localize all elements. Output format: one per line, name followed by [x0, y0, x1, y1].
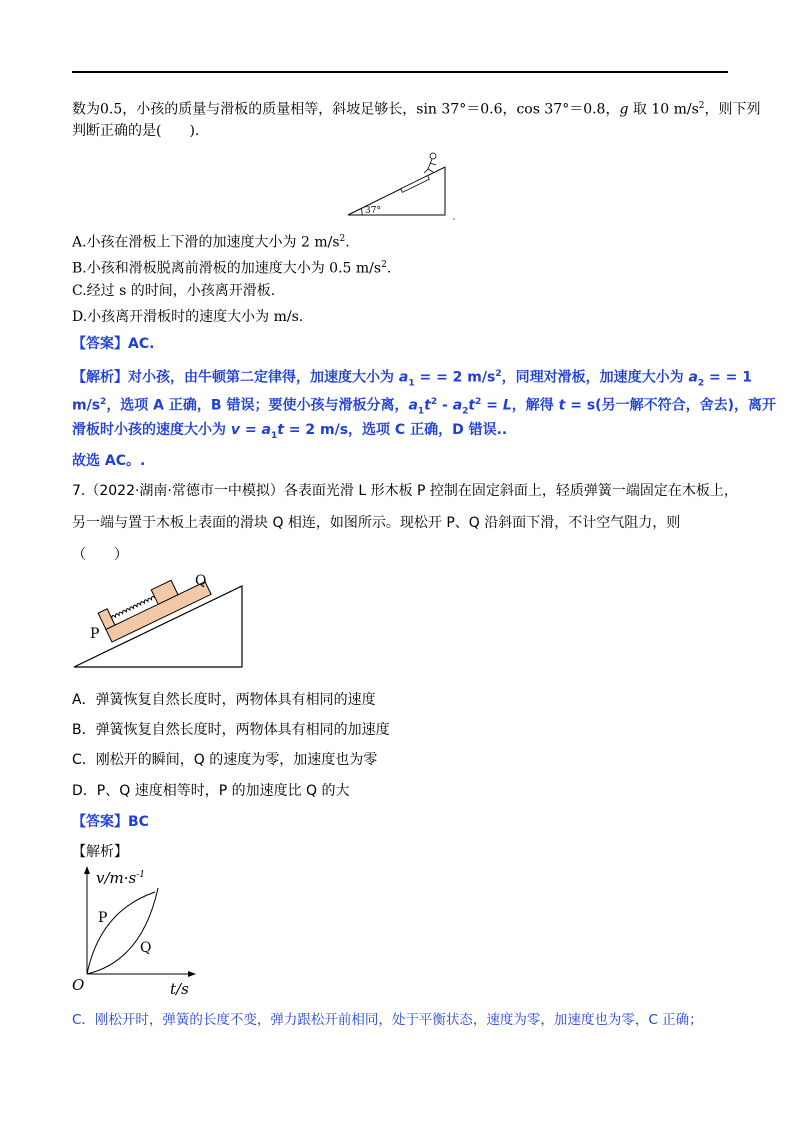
q7-option-b: B．弹簧恢复自然长度时，两物体具有相同的加速度 [72, 722, 390, 738]
q7-analysis-label: 【解析】 [72, 844, 128, 860]
curve-p [87, 892, 155, 974]
q7-stem-line1: 7.（2022·湖南·常德市一中模拟）各表面光滑 L 形木板 P 控制在固定斜面上，轻质弹簧一端固定在木板上， [72, 483, 738, 499]
header-rule [72, 71, 728, 73]
q7-option-c: C．刚松开的瞬间，Q 的速度为零，加速度也为零 [72, 752, 378, 768]
q7-fig-label-p: P [90, 626, 100, 642]
curve-q [87, 888, 158, 974]
q7-stem-line3: （ ） [72, 547, 128, 563]
q6-stem-line1: 数为0.5，小孩的质量与滑板的质量相等，斜坡足够长，sin 37°＝0.6，cos 37°＝0.8，g 取 10 $m/s^2$，则下列 [72, 101, 761, 118]
q7-explanation-c: C．刚松开时，弹簧的长度不变，弹力跟松开前相同，处于平衡状态，速度为零，加速度也为零，C 正确； [72, 1012, 703, 1028]
q6-stem-line2: 判断正确的是( ). [72, 123, 200, 139]
q7-stem-line2: 另一端与置于木板上表面的滑块 Q 相连，如图所示。现松开 P、Q 沿斜面下滑，不计空气阻力，则 [72, 515, 681, 531]
q6-analysis-line3: 滑板时小孩的速度大小为 $v = a_1t = 2$ m/s，选项 C 正确，D 错误.. [72, 422, 508, 441]
q6-option-c: C.经过 s 的时间，小孩离开滑板. [72, 283, 276, 299]
graph-y-label: $v/m\cdot s^{-1}$ [96, 869, 145, 887]
graph-curve-q-label: Q [140, 940, 152, 956]
q6-incline-figure [340, 145, 460, 225]
graph-origin: O [72, 976, 85, 994]
q6-option-d: D.小孩离开滑板时的速度大小为 m/s. [72, 309, 304, 325]
q7-board-figure [72, 570, 252, 670]
graph-curve-p-label: P [98, 910, 108, 926]
q6-conclusion: 故选 AC。. [72, 453, 146, 469]
q6-option-b: B.小孩和滑板脱离前滑板的加速度大小为 0.5 $m/s^2$. [72, 260, 392, 277]
q7-answer: 【答案】BC [72, 814, 149, 830]
q6-option-a: A.小孩在滑板上下滑的加速度大小为 2 $m/s^2$. [72, 234, 350, 251]
q7-vt-graph [70, 866, 210, 996]
q7-option-a: A．弹簧恢复自然长度时，两物体具有相同的速度 [72, 692, 376, 708]
q7-option-d: D．P、Q 速度相等时，P 的加速度比 Q 的大 [72, 783, 350, 799]
graph-x-label: t/s [170, 980, 189, 998]
q6-answer: 【答案】AC. [72, 336, 155, 352]
q6-analysis-line2: $m/s^2$，选项 A 正确，B 错误；要使小孩与滑板分离，$a_1t^2 - a_2t^2 = L$，解得 t = s(另一解不符合，舍去)，离开 [72, 397, 776, 417]
q7-fig-label-q: Q [195, 573, 207, 589]
q6-angle-label: 37° [365, 206, 381, 216]
q6-analysis-line1: 【解析】对小孩，由牛顿第二定律得，加速度大小为 $a_1$ = = 2 $m/s^2$，同理对滑板，加速度大小为 $a_2$ = = 1 [72, 369, 753, 389]
